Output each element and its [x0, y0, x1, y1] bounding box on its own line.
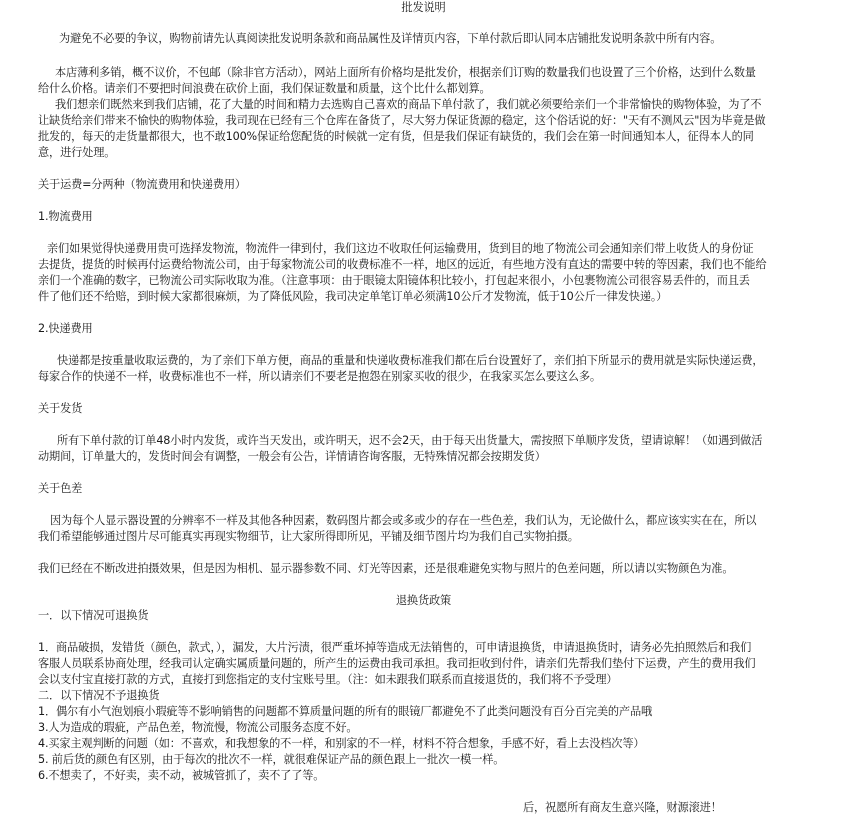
non-returnable-item: 3.人为造成的瑕疵，产品色差，物流慢，物流公司服务态度不好。 — [38, 721, 358, 734]
returnable-text-line-2: 客服人员联系协商处理，经我司认定确实属质量问题的，所产生的运费由我司承担。我司拒收到付件，请亲们先帮我们垫付下运费，产生的费用我们 — [38, 657, 756, 670]
page-title: 批发说明 — [401, 1, 446, 14]
express-text-line-1: 快递都是按重量收取运费的，为了亲们下单方便，商品的重量和快递收费标准我们都在后台设置好了，亲们拍下所显示的费用就是实际快递运费， — [57, 354, 764, 367]
express-heading: 2.快递费用 — [38, 322, 93, 335]
logistics-text-line-4: 件了他们还不给赔，到时候大家都很麻烦，为了降低风险，我司决定单笔订单必须满10公斤才发物流，低于10公斤一律发快递。） — [38, 290, 668, 303]
return-policy-title: 退换货政策 — [395, 594, 452, 607]
non-returnable-item: 5. 前后货的颜色有区别，由于每次的批次不一样，就很难保证产品的颜色跟上一批次一模一样。 — [38, 753, 505, 766]
returnable-section-heading: 一．以下情况可退换货 — [38, 609, 149, 622]
closing-wishes: 后，祝愿所有商友生意兴隆，财源滚进！ — [523, 801, 722, 814]
returnable-text-line-3: 会以支付宝直接打款的方式，直接打到您指定的支付宝账号里。（注：如未跟我们联系而直接退货的，我们将不予受理） — [38, 673, 618, 686]
logistics-heading: 1.物流费用 — [38, 210, 93, 223]
shipping-section-heading: 关于运费=分两种（物流费用和快递费用） — [38, 178, 246, 191]
returnable-text-line-1: 1．商品破损，发错货（颜色，款式，），漏发，大片污渍，很严重坏掉等造成无法销售的，可申请退换货，申请退换货时，请务必先拍照然后和我们 — [38, 641, 752, 654]
logistics-text-line-1: 亲们如果觉得快递费用贵可选择发物流，物流件一律到付，我们这边不收取任何运输费用，货到目的地了物流公司会通知亲们带上收货人的身份证 — [47, 242, 754, 255]
color-difference-note: 我们已经在不断改进拍摄效果，但是因为相机、显示器参数不同、灯光等因素，还是很难避免实物与照片的色差问题，所以请以实物颜色为准。 — [38, 562, 734, 575]
express-text-line-2: 每家合作的快递不一样，收费标准也不一样，所以请亲们不要老是抱怨在别家买收的很少，在我家买怎么要这么多。 — [38, 370, 601, 383]
delivery-heading: 关于发货 — [38, 402, 83, 415]
non-returnable-item: 6.不想卖了，不好卖，卖不动，被城管抓了，卖不了了等。 — [38, 769, 325, 782]
stock-paragraph-line-4: 意，进行处理。 — [38, 146, 116, 159]
color-difference-text-line-2: 我们希望能够通过图片尽可能真实再现实物细节，让大家所得即所见，平铺及细节图片均为我们自己实物拍摄。 — [38, 530, 579, 543]
logistics-text-line-2: 去提货，提货的时候再付运费给物流公司，由于每家物流公司的收费标准不一样，地区的远近，有些地方没有直达的需要中转的等因素，我们也不能给 — [38, 258, 767, 271]
stock-paragraph-line-2: 让缺货给亲们带来不愉快的购物体验，我司现在已经有三个仓库在备货了，尽大努力保证货源的稳定，这个俗话说的好："天有不测风云"因为毕竟是做 — [38, 114, 766, 127]
color-difference-text-line-1: 因为每个人显示器设置的分辨率不一样及其他各种因素，数码图片都会或多或少的存在一些色差，我们认为，无论做什么，都应该实实在在，所以 — [50, 514, 757, 527]
pricing-paragraph-line-2: 给什么价格。请亲们不要把时间浪费在砍价上面，我们保证数量和质量，这个比什么都划算。 — [38, 82, 491, 95]
intro-paragraph: 为避免不必要的争议，购物前请先认真阅读批发说明条款和商品属性及详情页内容，下单付款后即认同本店铺批发说明条款中所有内容。 — [59, 32, 722, 45]
stock-paragraph-line-3: 批发的，每天的走货量都很大，也不敢100%保证给您配货的时候就一定有货，但是我们保证有缺货的，我们会在第一时间通知本人，征得本人的同 — [38, 130, 754, 143]
pricing-paragraph-line-1: 本店薄利多销，概不议价，不包邮（除非官方活动），网站上面所有价格均是批发价，根据亲们订购的数量我们也设置了三个价格，达到什么数量 — [55, 66, 756, 79]
non-returnable-item: 4.买家主观判断的问题（如：不喜欢，和我想象的不一样，和别家的不一样，材料不符合想象，手感不好，看上去没档次等） — [38, 737, 645, 750]
delivery-text-line-2: 动期间，订单量大的，发货时间会有调整，一般会有公告，详情请咨询客服，无特殊情况都会按期发货） — [38, 450, 546, 463]
delivery-text-line-1: 所有下单付款的订单48小时内发货，或许当天发出，或许明天，迟不会2天，由于每天出货量大，需按照下单顺序发货，望请谅解！（如遇到做活 — [57, 434, 763, 447]
non-returnable-section-heading: 二．以下情况不予退换货 — [38, 689, 160, 702]
color-difference-heading: 关于色差 — [38, 482, 83, 495]
stock-paragraph-line-1: 我们想亲们既然来到我们店铺，花了大量的时间和精力去选购自己喜欢的商品下单付款了，我们就必须要给亲们一个非常愉快的购物体验，为了不 — [55, 98, 762, 111]
logistics-text-line-3: 亲们一个准确的数字，已物流公司实际收取为准。（注意事项：由于眼镜太阳镜体积比较小，打包起来很小，小包裹物流公司很容易丢件的，而且丢 — [38, 274, 750, 287]
non-returnable-item: 1．偶尔有小气泡划痕小瑕疵等不影响销售的问题都不算质量问题的所有的眼镜厂都避免不了此类问题没有百分百完美的产品哦 — [38, 705, 653, 718]
